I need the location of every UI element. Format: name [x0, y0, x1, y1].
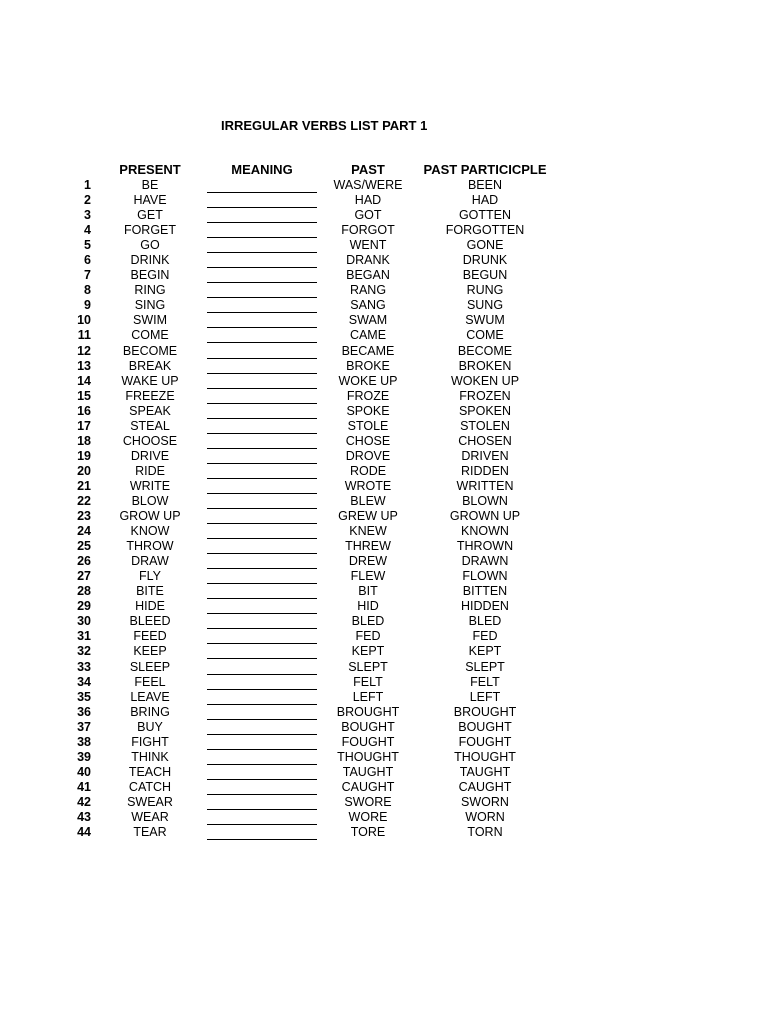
past-participle-cell: SUNG — [466, 298, 504, 313]
present-cell: BLOW — [131, 493, 169, 508]
past-participle-cell: SLEPT — [465, 659, 505, 674]
row-number: 10 — [77, 313, 91, 328]
row-number: 25 — [77, 539, 91, 554]
present-cell: TEACH — [128, 764, 172, 779]
row-number: 35 — [77, 689, 91, 704]
past-cell: TAUGHT — [342, 764, 394, 779]
present-cell: BITE — [136, 584, 164, 599]
table-row — [0, 434, 768, 449]
present-cell: RIDE — [135, 463, 165, 478]
meaning-blank-line[interactable] — [207, 359, 317, 374]
meaning-blank-line[interactable] — [207, 238, 317, 253]
meaning-blank-line[interactable] — [207, 208, 317, 223]
header-present: PRESENT — [119, 162, 181, 177]
past-cell: HID — [357, 599, 379, 614]
present-cell: SPEAK — [129, 403, 171, 418]
present-cell: BLEED — [129, 614, 171, 629]
row-number: 8 — [84, 283, 91, 298]
meaning-blank-line[interactable] — [207, 629, 317, 644]
present-cell: WAKE UP — [121, 373, 179, 388]
table-row — [0, 614, 768, 629]
table-row — [0, 765, 768, 780]
table-row — [0, 283, 768, 298]
present-cell: HAVE — [133, 193, 167, 208]
meaning-blank-line[interactable] — [207, 223, 317, 238]
row-number: 2 — [84, 193, 91, 208]
past-participle-cell: LEFT — [469, 689, 501, 704]
row-number: 11 — [77, 328, 91, 343]
verbs-table — [0, 178, 768, 840]
meaning-blank-line[interactable] — [207, 720, 317, 735]
meaning-blank-line[interactable] — [207, 584, 317, 599]
table-row — [0, 675, 768, 690]
past-cell: FROZE — [346, 388, 390, 403]
past-participle-cell: DRAWN — [461, 554, 509, 569]
row-number: 19 — [77, 448, 91, 463]
past-cell: WORE — [348, 809, 388, 824]
present-cell: BE — [141, 178, 159, 192]
present-cell: CHOOSE — [122, 433, 178, 448]
past-participle-cell: GROWN UP — [449, 509, 521, 524]
meaning-blank-line[interactable] — [207, 524, 317, 539]
row-number: 6 — [84, 253, 91, 268]
row-number: 5 — [84, 238, 91, 253]
past-participle-cell: BEEN — [467, 178, 503, 192]
table-row — [0, 524, 768, 539]
past-cell: WROTE — [344, 478, 392, 493]
table-row — [0, 705, 768, 720]
meaning-blank-line[interactable] — [207, 614, 317, 629]
present-cell: TEAR — [133, 825, 167, 840]
past-participle-cell: COME — [466, 328, 504, 343]
past-participle-cell: WRITTEN — [456, 478, 514, 493]
table-row — [0, 720, 768, 735]
meaning-blank-line[interactable] — [207, 328, 317, 343]
past-participle-cell: STOLEN — [460, 418, 510, 433]
meaning-blank-line[interactable] — [207, 479, 317, 494]
present-cell: BUY — [137, 719, 163, 734]
past-cell: TORE — [350, 825, 386, 840]
past-participle-cell: FORGOTTEN — [445, 223, 525, 238]
present-cell: FEED — [133, 629, 167, 644]
past-cell: DROVE — [345, 448, 391, 463]
past-cell: THREW — [345, 539, 391, 554]
row-number: 16 — [77, 403, 91, 418]
row-number: 13 — [77, 358, 91, 373]
present-cell: GO — [140, 238, 160, 253]
row-number: 7 — [84, 268, 91, 283]
meaning-blank-line[interactable] — [207, 389, 317, 404]
past-participle-cell: RUNG — [466, 283, 504, 298]
past-participle-cell: KNOWN — [461, 524, 509, 539]
past-participle-cell: FROZEN — [459, 388, 511, 403]
meaning-blank-line[interactable] — [207, 178, 317, 193]
past-cell: BIT — [358, 584, 378, 599]
present-cell: FEEL — [134, 674, 166, 689]
past-participle-cell: BEGUN — [462, 268, 508, 283]
meaning-blank-line[interactable] — [207, 780, 317, 795]
row-number: 30 — [77, 614, 91, 629]
meaning-blank-line[interactable] — [207, 599, 317, 614]
past-cell: KNEW — [349, 524, 387, 539]
meaning-blank-line[interactable] — [207, 795, 317, 810]
past-participle-cell: BLOWN — [462, 493, 508, 508]
past-participle-cell: HIDDEN — [461, 599, 509, 614]
table-row — [0, 313, 768, 328]
table-row — [0, 795, 768, 810]
meaning-blank-line[interactable] — [207, 509, 317, 524]
past-participle-cell: SPOKEN — [458, 403, 512, 418]
meaning-blank-line[interactable] — [207, 419, 317, 434]
table-row — [0, 735, 768, 750]
past-cell: WENT — [349, 238, 387, 253]
table-row — [0, 494, 768, 509]
present-cell: SLEEP — [129, 659, 171, 674]
row-number: 40 — [77, 764, 91, 779]
meaning-blank-line[interactable] — [207, 690, 317, 705]
present-cell: DRINK — [130, 253, 170, 268]
meaning-blank-line[interactable] — [207, 374, 317, 389]
row-number: 15 — [77, 388, 91, 403]
header-meaning: MEANING — [231, 162, 293, 177]
present-cell: FREEZE — [125, 388, 175, 403]
present-cell: BRING — [130, 704, 170, 719]
past-cell: BECAME — [341, 343, 395, 358]
present-cell: WRITE — [129, 478, 171, 493]
past-participle-cell: WOKEN UP — [450, 373, 520, 388]
row-number: 31 — [77, 629, 91, 644]
past-participle-cell: FLOWN — [462, 569, 508, 584]
meaning-blank-line[interactable] — [207, 298, 317, 313]
past-participle-cell: HAD — [471, 193, 499, 208]
past-participle-cell: RIDDEN — [461, 463, 509, 478]
past-cell: WAS/WERE — [333, 178, 403, 192]
past-cell: DREW — [348, 554, 388, 569]
row-number: 36 — [77, 704, 91, 719]
past-cell: BLEW — [350, 493, 386, 508]
table-row — [0, 690, 768, 705]
table-row — [0, 825, 768, 840]
past-participle-cell: SWORN — [461, 794, 509, 809]
past-cell: HAD — [354, 193, 382, 208]
past-participle-cell: BITTEN — [462, 584, 508, 599]
table-row — [0, 404, 768, 419]
past-participle-cell: FELT — [470, 674, 500, 689]
table-row — [0, 374, 768, 389]
table-row — [0, 419, 768, 434]
table-row — [0, 223, 768, 238]
row-number: 27 — [77, 569, 91, 584]
table-row — [0, 644, 768, 659]
meaning-blank-line[interactable] — [207, 705, 317, 720]
past-cell: CAME — [349, 328, 387, 343]
meaning-blank-line[interactable] — [207, 750, 317, 765]
meaning-blank-line[interactable] — [207, 644, 317, 659]
row-number: 34 — [77, 674, 91, 689]
row-number: 26 — [77, 554, 91, 569]
past-cell: GREW UP — [338, 509, 398, 524]
past-participle-cell: TORN — [467, 825, 503, 840]
meaning-blank-line[interactable] — [207, 810, 317, 825]
past-participle-cell: FED — [472, 629, 498, 644]
row-number: 14 — [77, 373, 91, 388]
row-number: 3 — [84, 208, 91, 223]
table-row — [0, 298, 768, 313]
meaning-blank-line[interactable] — [207, 494, 317, 509]
row-number: 44 — [77, 825, 91, 840]
present-cell: SING — [134, 298, 166, 313]
table-row — [0, 750, 768, 765]
row-number: 43 — [77, 809, 91, 824]
past-cell: FLEW — [350, 569, 386, 584]
meaning-blank-line[interactable] — [207, 825, 317, 840]
table-row — [0, 253, 768, 268]
past-cell: THOUGHT — [337, 749, 399, 764]
past-cell: CHOSE — [345, 433, 391, 448]
present-cell: KNOW — [130, 524, 170, 539]
row-number: 23 — [77, 509, 91, 524]
row-number: 24 — [77, 524, 91, 539]
present-cell: LEAVE — [130, 689, 170, 704]
past-cell: CAUGHT — [341, 779, 395, 794]
past-cell: LEFT — [352, 689, 384, 704]
row-number: 12 — [77, 343, 91, 358]
meaning-blank-line[interactable] — [207, 313, 317, 328]
table-row — [0, 238, 768, 253]
past-cell: BOUGHT — [341, 719, 395, 734]
meaning-blank-line[interactable] — [207, 253, 317, 268]
row-number: 22 — [77, 493, 91, 508]
row-number: 1 — [84, 178, 91, 192]
past-participle-cell: CAUGHT — [458, 779, 512, 794]
meaning-blank-line[interactable] — [207, 539, 317, 554]
past-participle-cell: GONE — [466, 238, 504, 253]
past-cell: BEGAN — [346, 268, 390, 283]
table-row — [0, 328, 768, 343]
past-participle-cell: THOUGHT — [454, 749, 516, 764]
present-cell: DRIVE — [130, 448, 170, 463]
past-cell: STOLE — [347, 418, 389, 433]
table-row — [0, 208, 768, 223]
meaning-blank-line[interactable] — [207, 283, 317, 298]
past-participle-cell: KEPT — [468, 644, 502, 659]
row-number: 18 — [77, 433, 91, 448]
table-row — [0, 193, 768, 208]
row-number: 38 — [77, 734, 91, 749]
table-row — [0, 479, 768, 494]
present-cell: HIDE — [135, 599, 165, 614]
table-row — [0, 359, 768, 374]
row-number: 41 — [77, 779, 91, 794]
header-past: PAST — [351, 162, 385, 177]
table-row — [0, 599, 768, 614]
row-number: 20 — [77, 463, 91, 478]
present-cell: SWEAR — [127, 794, 173, 809]
table-row — [0, 449, 768, 464]
row-number: 28 — [77, 584, 91, 599]
meaning-blank-line[interactable] — [207, 675, 317, 690]
past-participle-cell: BLED — [468, 614, 502, 629]
present-cell: THINK — [131, 749, 169, 764]
row-number: 21 — [77, 478, 91, 493]
row-number: 32 — [77, 644, 91, 659]
present-cell: FLY — [139, 569, 161, 584]
present-cell: BECOME — [122, 343, 178, 358]
present-cell: THROW — [126, 539, 174, 554]
present-cell: RING — [134, 283, 166, 298]
past-participle-cell: BROUGHT — [453, 704, 517, 719]
table-row — [0, 810, 768, 825]
table-row — [0, 509, 768, 524]
past-cell: SWAM — [348, 313, 388, 328]
meaning-blank-line[interactable] — [207, 660, 317, 675]
meaning-blank-line[interactable] — [207, 765, 317, 780]
row-number: 33 — [77, 659, 91, 674]
past-cell: FED — [355, 629, 381, 644]
row-number: 39 — [77, 749, 91, 764]
table-row — [0, 464, 768, 479]
meaning-blank-line[interactable] — [207, 268, 317, 283]
meaning-blank-line[interactable] — [207, 404, 317, 419]
past-cell: SPOKE — [346, 403, 390, 418]
present-cell: GET — [137, 208, 163, 223]
past-cell: RODE — [349, 463, 387, 478]
meaning-blank-line[interactable] — [207, 735, 317, 750]
table-row — [0, 539, 768, 554]
meaning-blank-line[interactable] — [207, 464, 317, 479]
row-number: 29 — [77, 599, 91, 614]
present-cell: COME — [131, 328, 169, 343]
table-row — [0, 344, 768, 359]
past-cell: FORGOT — [341, 223, 395, 238]
present-cell: BREAK — [128, 358, 172, 373]
row-number: 42 — [77, 794, 91, 809]
header-past-participle: PAST PARTICICPLE — [423, 162, 547, 177]
table-row — [0, 629, 768, 644]
past-participle-cell: BROKEN — [458, 358, 512, 373]
table-row — [0, 569, 768, 584]
past-participle-cell: DRIVEN — [461, 448, 509, 463]
past-participle-cell: TAUGHT — [459, 764, 511, 779]
past-participle-cell: THROWN — [456, 539, 514, 554]
present-cell: FORGET — [123, 223, 177, 238]
present-cell: SWIM — [132, 313, 168, 328]
meaning-blank-line[interactable] — [207, 554, 317, 569]
past-cell: FOUGHT — [341, 734, 395, 749]
past-cell: BROUGHT — [336, 704, 400, 719]
past-cell: DRANK — [346, 253, 390, 268]
past-cell: SLEPT — [348, 659, 388, 674]
present-cell: STEAL — [130, 418, 170, 433]
present-cell: CATCH — [128, 779, 172, 794]
past-participle-cell: GOTTEN — [458, 208, 512, 223]
past-participle-cell: DRUNK — [462, 253, 508, 268]
past-cell: FELT — [353, 674, 383, 689]
present-cell: KEEP — [133, 644, 167, 659]
meaning-blank-line[interactable] — [207, 344, 317, 359]
past-cell: BROKE — [346, 358, 390, 373]
table-row — [0, 780, 768, 795]
past-participle-cell: WORN — [465, 809, 505, 824]
present-cell: GROW UP — [119, 509, 181, 524]
past-participle-cell: BOUGHT — [458, 719, 512, 734]
table-row — [0, 268, 768, 283]
past-cell: WOKE UP — [338, 373, 398, 388]
row-number: 4 — [84, 223, 91, 238]
past-participle-cell: BECOME — [457, 343, 513, 358]
present-cell: DRAW — [131, 554, 169, 569]
past-participle-cell: FOUGHT — [458, 734, 512, 749]
meaning-blank-line[interactable] — [207, 569, 317, 584]
past-cell: RANG — [349, 283, 387, 298]
present-cell: FIGHT — [131, 734, 169, 749]
table-header — [0, 162, 768, 178]
row-number: 9 — [84, 298, 91, 313]
past-cell: KEPT — [351, 644, 385, 659]
table-row — [0, 389, 768, 404]
table-row — [0, 178, 768, 193]
table-row — [0, 660, 768, 675]
past-participle-cell: SWUM — [465, 313, 505, 328]
meaning-blank-line[interactable] — [207, 449, 317, 464]
table-row — [0, 584, 768, 599]
present-cell: WEAR — [131, 809, 169, 824]
past-cell: BLED — [351, 614, 385, 629]
past-cell: GOT — [354, 208, 382, 223]
table-row — [0, 554, 768, 569]
meaning-blank-line[interactable] — [207, 193, 317, 208]
present-cell: BEGIN — [130, 268, 170, 283]
past-cell: SANG — [350, 298, 386, 313]
past-cell: SWORE — [344, 794, 392, 809]
page-title: IRREGULAR VERBS LIST PART 1 — [221, 118, 428, 133]
row-number: 37 — [77, 719, 91, 734]
past-participle-cell: CHOSEN — [458, 433, 512, 448]
meaning-blank-line[interactable] — [207, 434, 317, 449]
row-number: 17 — [77, 418, 91, 433]
